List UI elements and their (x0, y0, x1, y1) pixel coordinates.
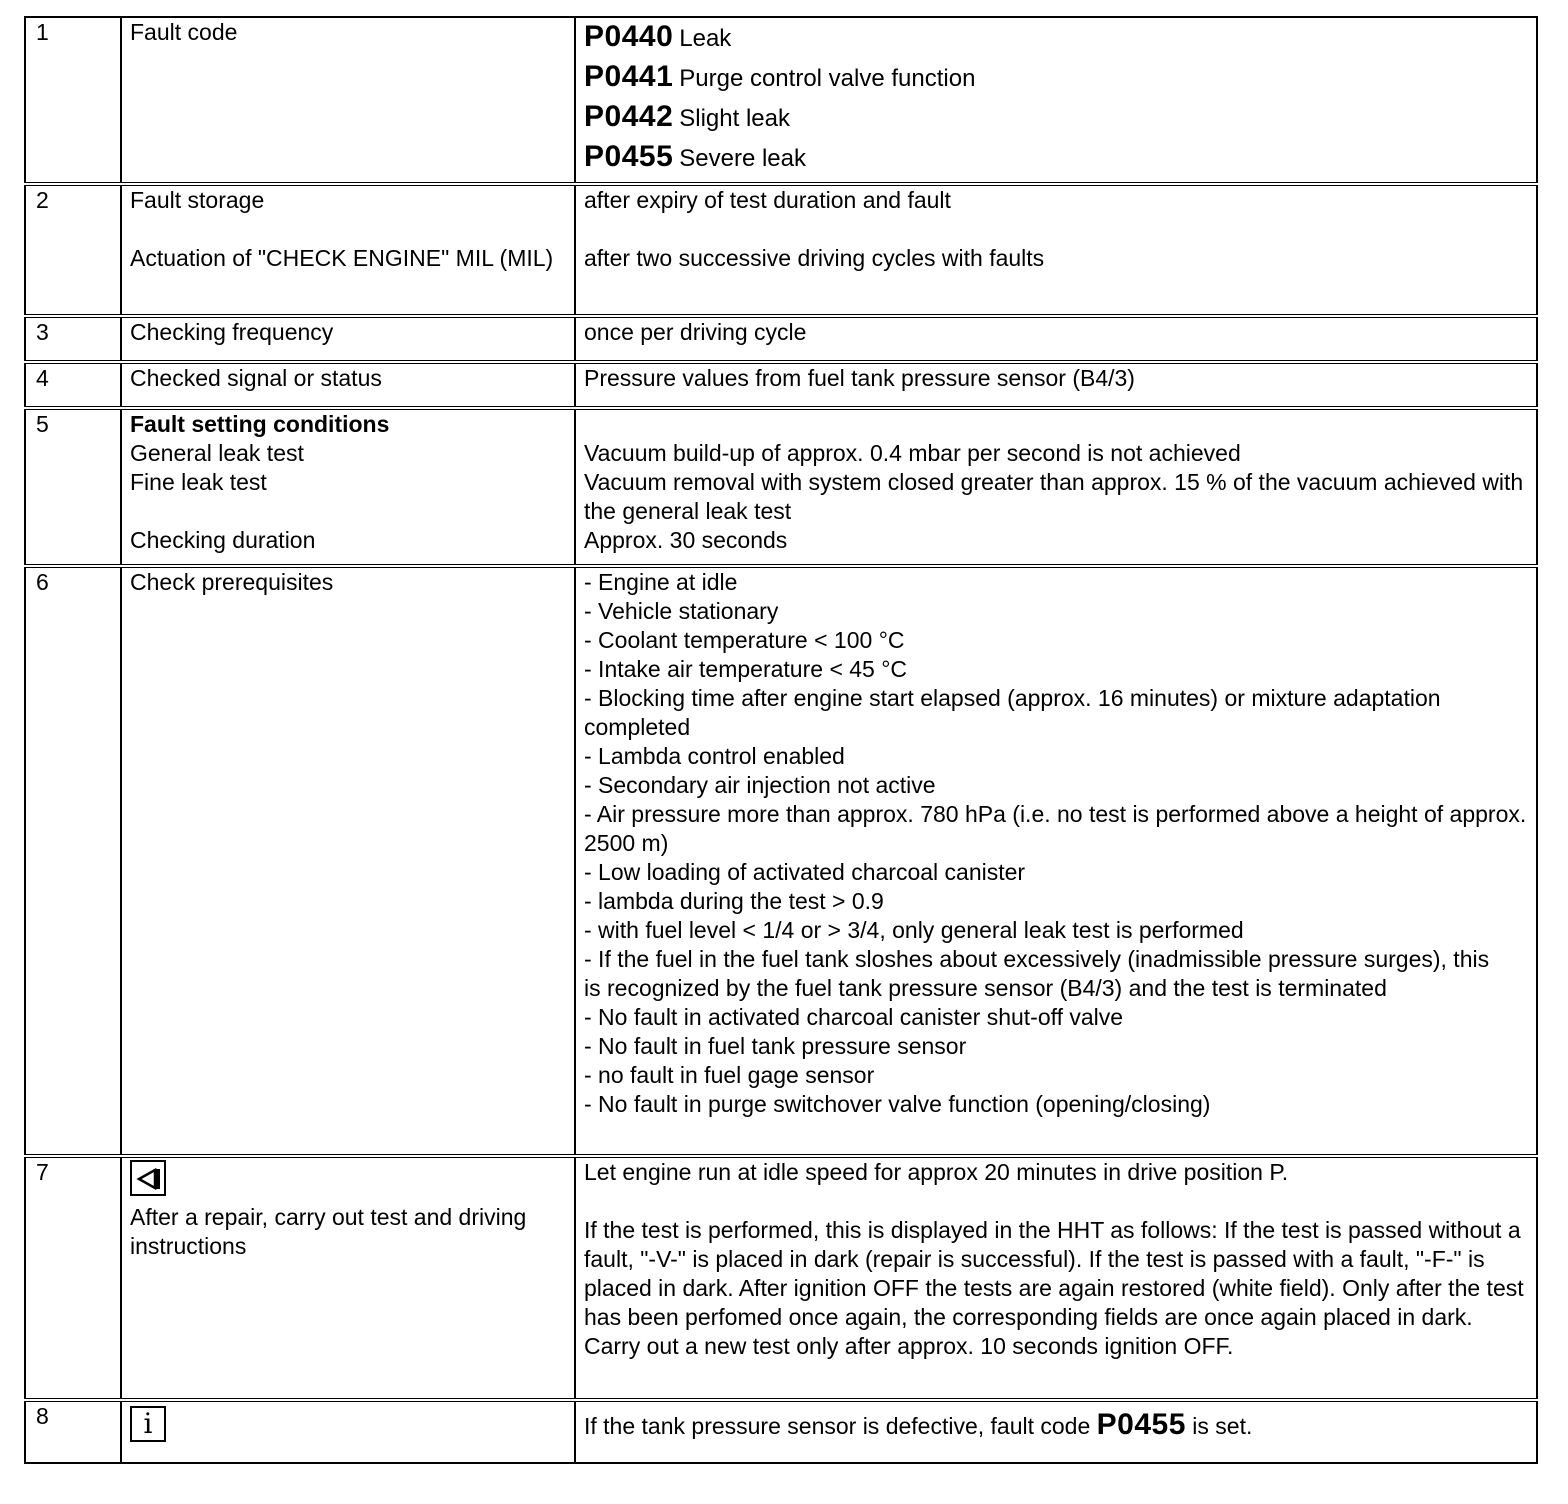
row-label (121, 184, 575, 316)
list-item: - No fault in fuel tank pressure sensor (584, 1033, 967, 1059)
list-item: - No fault in purge switchover valve function (opening/closing) (584, 1091, 1211, 1117)
list-item: - Secondary air injection not active (584, 772, 936, 798)
row-value (575, 1156, 1537, 1400)
checking-duration-label: Checking duration (130, 527, 316, 553)
fault-code: P0455 (584, 140, 674, 173)
mil-actuation-label: Actuation of "CHECK ENGINE" MIL (MIL) (130, 245, 554, 271)
fault-code-list (575, 17, 1537, 184)
row-number: 1 (25, 17, 121, 184)
list-item: - lambda during the test > 0.9 (584, 888, 884, 914)
row-value (575, 408, 1537, 566)
list-item: - Coolant temperature < 100 °C (584, 627, 905, 653)
table-row (25, 1156, 1537, 1400)
list-item: - Blocking time after engine start elapsed (approx. 16 minutes) or mixture adaptation completed (584, 685, 1441, 740)
list-item: - Vehicle stationary (584, 598, 779, 624)
list-item: - If the fuel in the fuel tank sloshes about excessively (inadmissible pressure surges), this (584, 946, 1490, 972)
fault-code-item (584, 138, 1528, 178)
hht-display-description: If the test is performed, this is displayed in the HHT as follows: If the test is passed without a fault, "-V-" is placed in dark (repair is successful). If the test is passed with a fault, "-F-" is placed in dark. After ignition OFF the tests are again restored (white field). Only after the test has been perfomed once again, the corresponding fields are once again placed in dark. (584, 1217, 1524, 1330)
row-label: Check prerequisites (121, 566, 575, 1156)
row-number: 3 (25, 316, 121, 362)
fault-code-description: Purge control valve function (679, 65, 976, 92)
row-label: Checking frequency (121, 316, 575, 362)
fault-storage-label: Fault storage (130, 187, 265, 213)
row-label: Fault code (121, 17, 575, 184)
fault-code: P0440 (584, 20, 674, 53)
list-item: - Lambda control enabled (584, 743, 845, 769)
fault-setting-heading: Fault setting conditions (130, 411, 390, 437)
prerequisites-list (575, 566, 1537, 1156)
row-value (575, 184, 1537, 316)
list-item: - with fuel level < 1/4 or > 3/4, only general leak test is performed (584, 917, 1244, 943)
row-value (575, 1400, 1537, 1463)
info-text-end: is set. (1185, 1413, 1253, 1439)
row-value: Pressure values from fuel tank pressure sensor (B4/3) (575, 362, 1537, 408)
fault-code: P0441 (584, 60, 674, 93)
fault-code: P0455 (1096, 1408, 1186, 1441)
fault-code-table (24, 16, 1538, 1464)
list-item: - Air pressure more than approx. 780 hPa (i.e. no test is performed above a height of approx. 2500 m) (584, 801, 1527, 856)
table-row (25, 316, 1537, 362)
row-number: 6 (25, 566, 121, 1156)
list-item: is recognized by the fuel tank pressure sensor (B4/3) and the test is terminated (584, 975, 1387, 1001)
general-leak-label: General leak test (130, 440, 304, 466)
row-label (121, 1156, 575, 1400)
info-text: If the tank pressure sensor is defective, fault code (584, 1413, 1097, 1439)
row-label (121, 408, 575, 566)
idle-instruction: Let engine run at idle speed for approx 20 minutes in drive position P. (584, 1159, 1289, 1185)
fault-code: P0442 (584, 100, 674, 133)
checking-duration-value: Approx. 30 seconds (584, 527, 788, 553)
list-item: - Intake air temperature < 45 °C (584, 656, 908, 682)
row-value: once per driving cycle (575, 316, 1537, 362)
row-label (121, 1400, 575, 1463)
fine-leak-label: Fine leak test (130, 469, 267, 495)
fault-code-item (584, 58, 1528, 98)
fault-storage-value: after expiry of test duration and fault (584, 187, 951, 213)
list-item: - No fault in activated charcoal canister shut-off valve (584, 1004, 1124, 1030)
drive-test-icon (130, 1160, 166, 1196)
retest-instruction: Carry out a new test only after approx. 10 seconds ignition OFF. (584, 1333, 1234, 1359)
table-row (25, 17, 1537, 184)
general-leak-value: Vacuum build-up of approx. 0.4 mbar per second is not achieved (584, 440, 1241, 466)
row-number: 5 (25, 408, 121, 566)
list-item: - Engine at idle (584, 569, 738, 595)
list-item: - Low loading of activated charcoal canister (584, 859, 1026, 885)
test-instructions-label: After a repair, carry out test and driving instructions (130, 1204, 527, 1259)
table-row (25, 1400, 1537, 1463)
fault-code-item (584, 18, 1528, 58)
row-label: Checked signal or status (121, 362, 575, 408)
fault-code-description: Severe leak (679, 145, 806, 172)
row-number: 4 (25, 362, 121, 408)
fault-code-description: Slight leak (679, 105, 790, 132)
fault-code-description: Leak (679, 25, 732, 52)
list-item: - no fault in fuel gage sensor (584, 1062, 875, 1088)
table-row (25, 184, 1537, 316)
row-number: 7 (25, 1156, 121, 1400)
info-icon: i (130, 1406, 166, 1442)
row-number: 8 (25, 1400, 121, 1463)
fault-code-item (584, 98, 1528, 138)
mil-actuation-value: after two successive driving cycles with faults (584, 245, 1045, 271)
fine-leak-value: Vacuum removal with system closed greater than approx. 15 % of the vacuum achieved with the general leak test (584, 469, 1524, 524)
table-row (25, 566, 1537, 1156)
table-row (25, 408, 1537, 566)
row-number: 2 (25, 184, 121, 316)
table-row (25, 362, 1537, 408)
